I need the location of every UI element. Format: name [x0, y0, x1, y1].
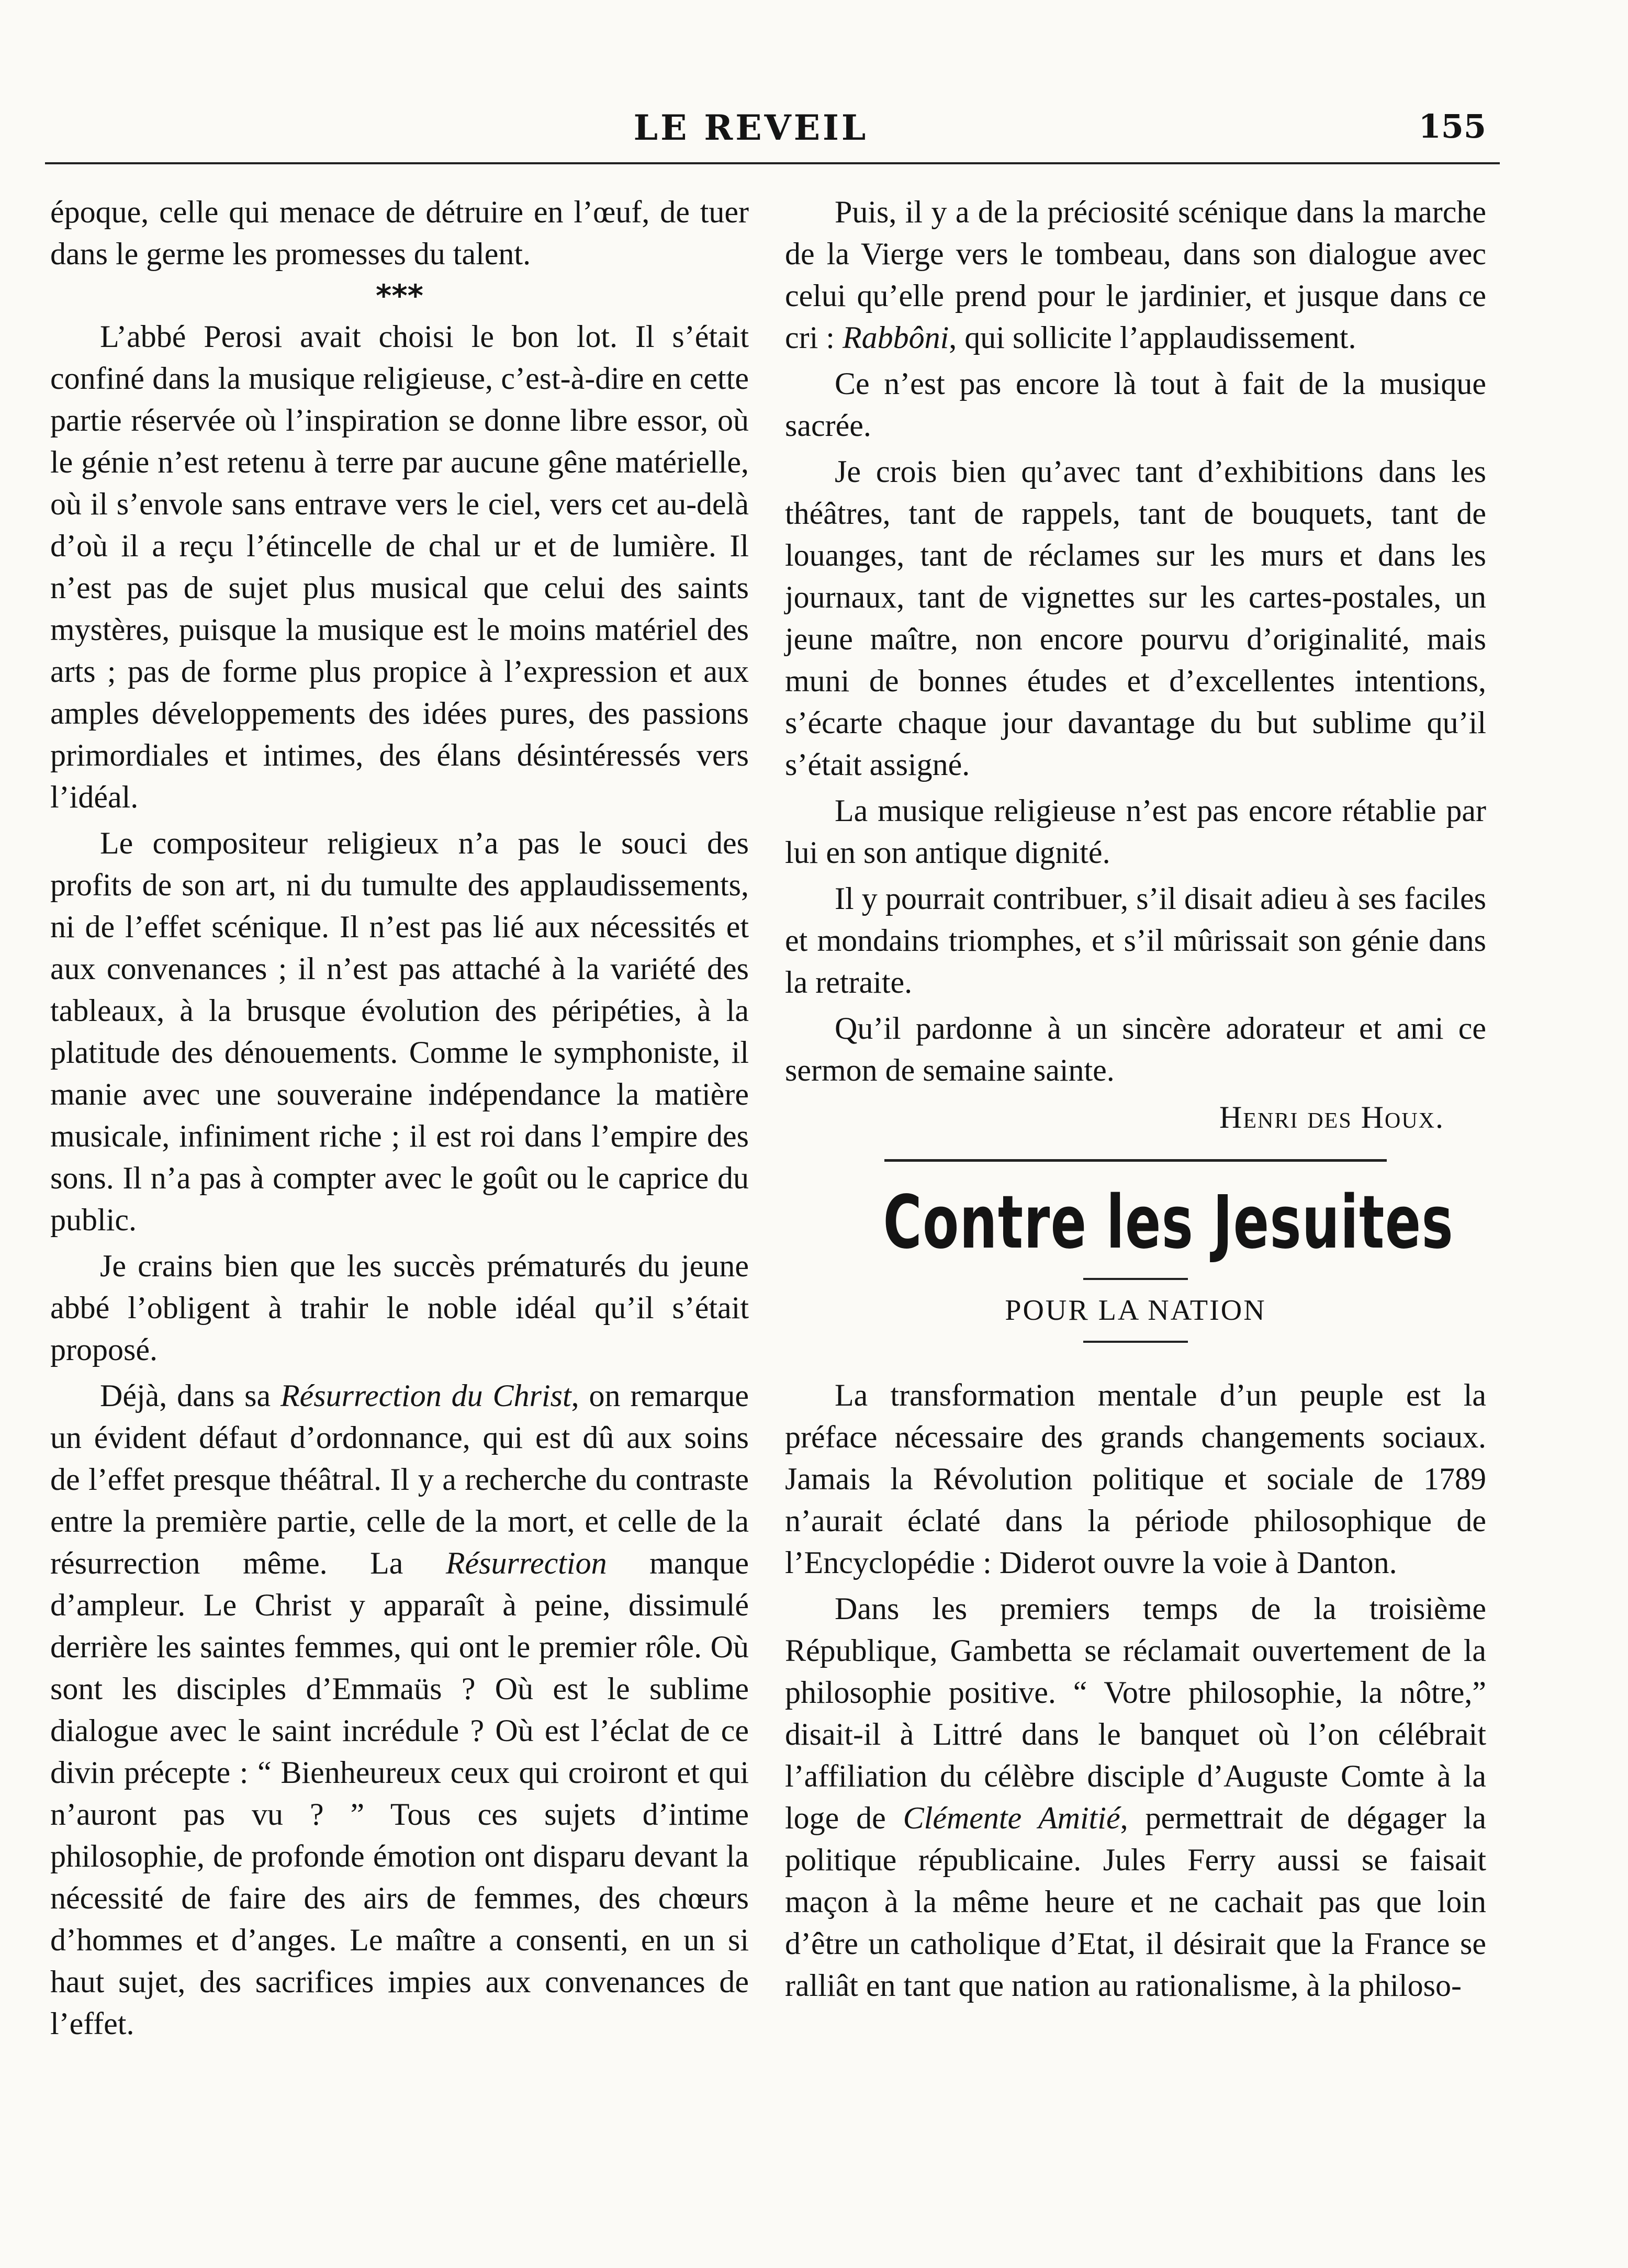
- text-run: , permettrait de dégager la politique républicaine. Jules Ferry aussi se faisait maçon à la même heure et ne cachait pas que loin d’être un catholique d’Etat, il désirait que la France se ralliât en tant que nation au rationalisme, à la philoso-: [785, 1801, 1486, 2003]
- title-rule: [1083, 1278, 1188, 1280]
- subtitle-rule: [1083, 1341, 1188, 1343]
- paragraph: [785, 191, 1486, 358]
- header-rule: [45, 162, 1500, 164]
- paragraph: Je crains bien que les succès prématurés du jeune abbé l’obligent à trahir le noble idéal qu’il s’était proposé.: [50, 1249, 749, 1367]
- text-run: , qui sollicite l’applaudissement.: [949, 320, 1356, 355]
- paragraph: Qu’il pardonne à un sincère adorateur et ami ce sermon de semaine sainte.: [785, 1011, 1486, 1087]
- paragraph: époque, celle qui menace de détruire en l’œuf, de tuer dans le germe les promesses du talent.: [50, 195, 749, 271]
- text-run: , on remarque un évident défaut d’ordonnance, qui est dû aux soins de l’effet presque théâtral. Il y a recherche du contraste entre la première partie, celle de la mort, et celle de la résurrection même. La: [50, 1378, 749, 1580]
- right-column: [785, 191, 1486, 2011]
- paragraph: Il y pourrait contribuer, s’il disait adieu à ses faciles et mondains triomphes, et s’il mûrissait son génie dans la retraite.: [785, 881, 1486, 1000]
- running-header-title: LE REVEIL: [633, 107, 869, 148]
- paragraph: Ce n’est pas encore là tout à fait de la musique sacrée.: [785, 366, 1486, 443]
- italic-title: Clémente Amitié: [903, 1801, 1120, 1835]
- paragraph: Je crois bien qu’avec tant d’exhibitions dans les théâtres, tant de rappels, tant de bouquets, tant de louanges, tant de réclames sur les murs et dans les journaux, tant de vignettes sur les cartes-postales, un jeune maître, non encore pourvu d’originalité, mais muni de bonnes études et d’excellentes intentions, s’écarte chaque jour davantage du but sublime qu’il s’était assigné.: [785, 454, 1486, 782]
- section-break-asterisks: ***: [376, 278, 423, 313]
- paragraph: [785, 1588, 1486, 2006]
- paragraph: L’abbé Perosi avait choisi le bon lot. Il s’était confiné dans la musique religieuse, c’est-à-dire en cette partie réservée où l’inspiration se donne libre essor, où le génie n’est retenu à terre par aucune gêne matérielle, où il s’envole sans entrave vers le ciel, vers cet au-delà d’où il a reçu l’étincelle de chal ur et de lumière. Il n’est pas de sujet plus musical que celui des saints mystères, puisque la musique est le moins matériel des arts ; pas de forme plus propice à l’expression et aux amples développements des idées pures, des passions primordiales et intimes, des élans désintéressés vers l’idéal.: [50, 319, 749, 814]
- article-separator-rule: [884, 1159, 1387, 1162]
- paragraph: La transformation mentale d’un peuple est la préface nécessaire des grands changements sociaux. Jamais la Révolution politique et sociale de 1789 n’aurait éclaté dans la période philosophique de l’Encyclopédie : Diderot ouvre la voie à Danton.: [785, 1378, 1486, 1580]
- paragraph: La musique religieuse n’est pas encore rétablie par lui en son antique dignité.: [785, 793, 1486, 870]
- text-run: manque d’ampleur. Le Christ y apparaît à peine, dissimulé derrière les saintes femmes, qui ont le premier rôle. Où sont les disciples d’Emmaüs ? Où est le sublime dialogue avec le saint incrédule ? Où est l’éclat de ce divin précepte : “ Bienheureux ceux qui croiront et qui n’auront pas vu ? ” Tous ces sujets d’intime philosophie, de profonde émotion ont disparu devant la nécessité de faire des airs de femmes, des chœurs d’hommes et d’anges. Le maître a consenti, en un si haut sujet, des sacrifices impies aux convenances de l’effet.: [50, 1546, 749, 2041]
- italic-word: Rabbôni: [842, 320, 949, 355]
- article-title: Contre les Jesuites: [883, 1180, 1454, 1265]
- text-run: Dans les premiers temps de la troisième République, Gambetta se réclamait ouvertement de la philosophie positive. “ Votre philosophie, la nôtre,” disait-il à Littré dans le banquet où l’on célébrait l’affiliation du célèbre disciple d’Auguste Comte à la loge de: [785, 1591, 1486, 1835]
- italic-title: Résurrection du Christ: [280, 1378, 571, 1413]
- paragraph: Le compositeur religieux n’a pas le souci des profits de son art, ni du tumulte des applaudissements, ni de l’effet scénique. Il n’est pas lié aux nécessités et aux convenances ; il n’est pas attaché à la variété des tableaux, à la brusque évolution des péripéties, à la platitude des dénouements. Comme le symphoniste, il manie avec une souveraine indépendance la matière musicale, infiniment riche ; il est roi dans l’empire des sons. Il n’a pas à compter avec le goût ou le caprice du public.: [50, 826, 749, 1237]
- italic-title: Résurrection: [445, 1546, 607, 1580]
- text-run: Déjà, dans sa: [100, 1378, 280, 1413]
- paragraph: [50, 1375, 749, 2045]
- article-subtitle: POUR LA NATION: [1005, 1294, 1266, 1327]
- page-number: 155: [1418, 107, 1486, 145]
- left-column: [50, 191, 749, 2049]
- text-run: Puis, il y a de la préciosité scénique dans la marche de la Vierge vers le tombeau, dans son dialogue avec celui qu’elle prend pour le jardinier, et jusque dans ce cri :: [785, 195, 1486, 355]
- author-signature: Henri des Houx.: [1219, 1100, 1444, 1135]
